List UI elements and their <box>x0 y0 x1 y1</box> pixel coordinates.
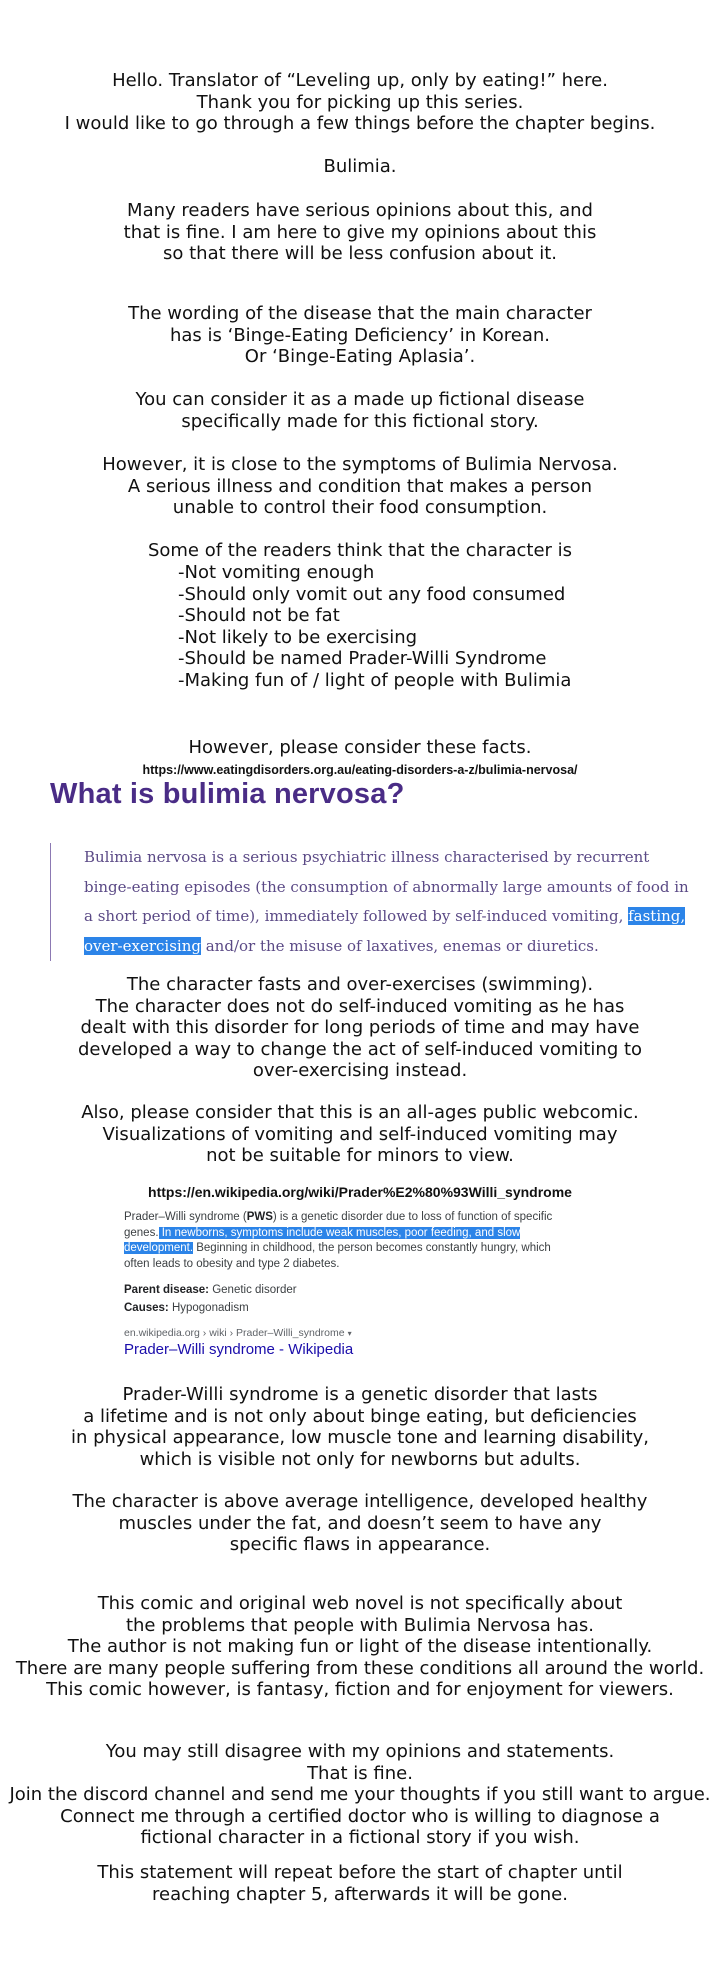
highlight-over-exercising: over-exercising <box>84 936 201 955</box>
disagree-paragraph: You may still disagree with my opinions and statements. That is fine. Join the discord channel and send me your thoughts if you still want to argue. Connect me through a certified doctor who is willing to diagnose a fictional character in a fictional story if you wish. <box>9 1741 711 1848</box>
intro-paragraph: Hello. Translator of “Leveling up, only by eating!” here. Thank you for picking up this series. I would like to go through a few things before the chapter begins. <box>64 70 656 134</box>
highlight-newborn-symptoms: In newborns, symptoms include weak muscles, poor feeding, and slow <box>158 1226 521 1239</box>
statement-repeat-paragraph: This statement will repeat before the start of chapter until reaching chapter 5, afterwards it will be gone. <box>97 1862 623 1905</box>
made-up-paragraph: You can consider it as a made up fictional disease specifically made for this fictional story. <box>135 389 585 432</box>
list-item: -Should only vomit out any food consumed <box>178 583 566 605</box>
bulimia-close-paragraph: However, it is close to the symptoms of Bulimia Nervosa. A serious illness and condition that makes a person unable to control their food consumption. <box>102 454 618 518</box>
wikipedia-url: https://en.wikipedia.org/wiki/Prader%E2%80%93Willi_syndrome <box>148 1184 572 1200</box>
bulimia-heading: What is bulimia nervosa? <box>50 778 405 810</box>
caret-down-icon: ▾ <box>347 1329 352 1338</box>
character-above-paragraph: The character is above average intelligence, developed healthy muscles under the fat, and doesn’t seem to have any specific flaws in appearance. <box>72 1491 648 1555</box>
opinions-paragraph: Many readers have serious opinions about this, and that is fine. I am here to give my opinions about this so that there will be less confusion about it. <box>123 200 597 264</box>
list-item: -Should be named Prader-Willi Syndrome <box>178 648 547 669</box>
list-item: -Making fun of / light of people with Bulimia <box>178 669 572 691</box>
topic-line: Bulimia. <box>323 156 397 177</box>
bulimia-definition-quote: Bulimia nervosa is a serious psychiatric illness characterised by recurrent binge-eating episodes (the consumption of abnormally large amounts of food in a short period of time), immediately followed by self-induced vomiting, fasting, over-exercising and/or the misuse of laxatives, enemas or diuretics. <box>50 843 720 961</box>
character-fasts-paragraph: The character fasts and over-exercises (swimming). The character does not do self-induced vomiting as he has dealt with this disorder for long periods of time and may have developed a way to change the act of self-induced vomiting to over-exercising instead. <box>77 974 643 1081</box>
wording-paragraph: The wording of the disease that the main character has is ‘Binge-Eating Deficiency’ in Korean. Or ‘Binge-Eating Aplasia’. <box>128 303 592 367</box>
readers-think-intro: Some of the readers think that the character is <box>147 540 573 561</box>
comic-not-about-paragraph: This comic and original web novel is not specifically about the problems that people with Bulimia Nervosa has. The author is not making fun or light of the disease intentionally. There are many people suffering from these conditions all around the world. This comic however, is fantasy, fiction and for enjoyment for viewers. <box>15 1593 705 1700</box>
highlight-development: development. <box>124 1242 194 1254</box>
pws-explain-paragraph: Prader-Willi syndrome is a genetic disorder that lasts a lifetime and is not only about binge eating, but deficiencies in physical appearance, low muscle tone and learning disability, which is visible not only for newborns but adults. <box>70 1384 650 1470</box>
eating-disorders-url: https://www.eatingdisorders.org.au/eating-disorders-a-z/bulimia-nervosa/ <box>142 763 578 777</box>
all-ages-paragraph: Also, please consider that this is an all-ages public webcomic. Visualizations of vomiting and self-induced vomiting may not be suitable for minors to view. <box>81 1102 639 1166</box>
wikipedia-snippet: Prader–Willi syndrome (PWS) is a genetic disorder due to loss of function of specific genes. In newborns, symptoms include weak muscles, poor feeding, and slow development. Beginning in childhood, the person becomes constantly hungry, which often leads to obesity and type 2 diabetes. Parent disease: Genetic disorder Causes: Hypogonadism en.wikipedia.org › wiki › Prader–Willi_syndrome ▾ Prader–Willi syndrome - Wikipedia <box>124 1210 584 1358</box>
list-item: -Not likely to be exercising <box>178 626 418 648</box>
list-item: -Should not be fat <box>178 605 340 626</box>
wiki-result-link[interactable]: Prader–Willi syndrome - Wikipedia <box>124 1341 354 1358</box>
wiki-cite: en.wikipedia.org › wiki › Prader–Willi_syndrome ▾ <box>124 1327 352 1339</box>
highlight-fasting: fasting, <box>628 907 686 925</box>
consider-facts-line: However, please consider these facts. <box>188 737 532 758</box>
list-item: -Not vomiting enough <box>178 562 375 583</box>
readers-think-list <box>178 562 571 691</box>
wiki-meta: Parent disease: Genetic disorder Causes: Hypogonadism <box>124 1284 297 1314</box>
